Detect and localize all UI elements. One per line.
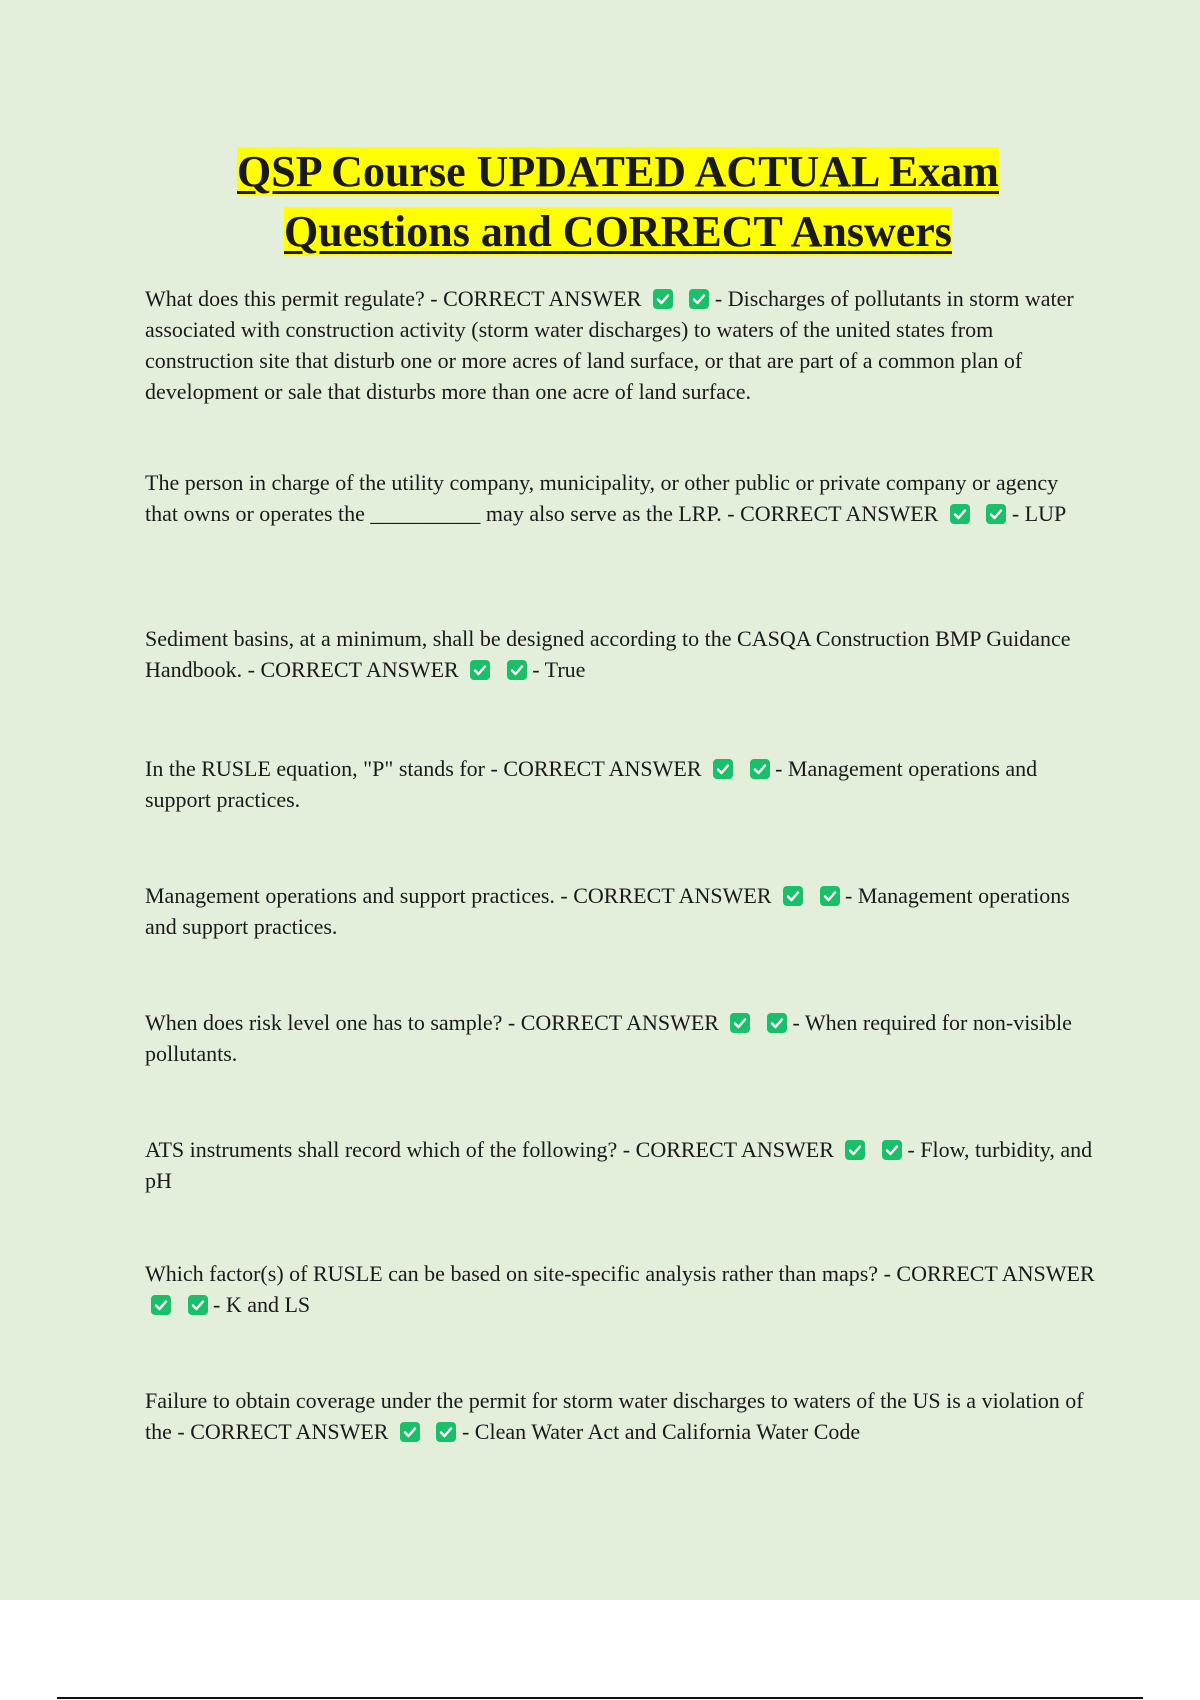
checkmark-icon [507, 660, 527, 680]
qa-item-5 [145, 880, 1095, 942]
checkmark-icon [882, 1140, 902, 1160]
question-text: In the RUSLE equation, "P" stands for - [145, 756, 504, 781]
checkmark-icon [950, 504, 970, 524]
checkmark-icon [689, 289, 709, 309]
question-text: The person in charge of the utility company, municipality, or other public or private company or agency that owns or operates the __________ may also serve as the LRP. - [145, 470, 1059, 526]
answer-text: - Management operations and support practices. [145, 883, 1070, 939]
checkmark-icon [750, 759, 770, 779]
question-text: Sediment basins, at a minimum, shall be designed according to the CASQA Construction BMP Guidance Handbook. - [145, 626, 1071, 682]
qa-item-4 [145, 753, 1095, 815]
answer-label: CORRECT ANSWER [635, 1137, 834, 1162]
answer-text: - Flow, turbidity, and pH [145, 1137, 1093, 1193]
checkmark-icon [436, 1422, 456, 1442]
document-title [120, 142, 1116, 262]
checkmark-icon [986, 504, 1006, 524]
qa-item-6 [145, 1007, 1095, 1069]
checkmark-icon [845, 1140, 865, 1160]
question-text: What does this permit regulate? - [145, 286, 444, 311]
checkmark-icon [767, 1013, 787, 1033]
qa-item-9 [145, 1385, 1095, 1447]
answer-text: - True [532, 657, 586, 682]
question-text: Failure to obtain coverage under the permit for storm water discharges to waters of the US is a violation of the - [145, 1388, 1084, 1444]
answer-label: CORRECT ANSWER [260, 657, 459, 682]
checkmark-icon [783, 886, 803, 906]
title-line-1: QSP Course UPDATED ACTUAL Exam [237, 147, 999, 196]
answer-text: - Management operations and support practices. [145, 756, 1038, 812]
qa-item-8 [145, 1258, 1095, 1320]
checkmark-icon [188, 1295, 208, 1315]
checkmark-icon [470, 660, 490, 680]
answer-label: CORRECT ANSWER [740, 501, 939, 526]
qa-item-7 [145, 1134, 1095, 1196]
question-text: Which factor(s) of RUSLE can be based on site-specific analysis rather than maps? - [145, 1261, 897, 1286]
qa-item-1 [145, 283, 1095, 407]
checkmark-icon [653, 289, 673, 309]
answer-label: CORRECT ANSWER [443, 286, 642, 311]
qa-item-3 [145, 623, 1095, 685]
checkmark-icon [730, 1013, 750, 1033]
answer-text: - Discharges of pollutants in storm water associated with construction activity (storm water discharges) to waters of the united states from construction site that disturb one or more acres of land surface, or that are part of a common plan of development or sale that disturbs more than one acre of land surface. [145, 286, 1074, 404]
checkmark-icon [713, 759, 733, 779]
question-text: When does risk level one has to sample? - [145, 1010, 521, 1035]
answer-label: CORRECT ANSWER [190, 1419, 389, 1444]
footer-divider [57, 1697, 1143, 1699]
answer-text: - LUP [1011, 501, 1067, 526]
checkmark-icon [151, 1295, 171, 1315]
question-text: Management operations and support practices. - [145, 883, 574, 908]
answer-label: CORRECT ANSWER [503, 756, 702, 781]
answer-label: CORRECT ANSWER [896, 1261, 1095, 1286]
answer-label: CORRECT ANSWER [573, 883, 772, 908]
question-text: ATS instruments shall record which of the following? - [145, 1137, 636, 1162]
checkmark-icon [400, 1422, 420, 1442]
answer-text: - K and LS [213, 1292, 311, 1317]
answer-text: - Clean Water Act and California Water Code [461, 1419, 861, 1444]
qa-item-2 [145, 467, 1095, 529]
answer-label: CORRECT ANSWER [520, 1010, 719, 1035]
title-line-2: Questions and CORRECT Answers [284, 207, 952, 256]
answer-text: - When required for non-visible pollutants. [145, 1010, 1072, 1066]
checkmark-icon [820, 886, 840, 906]
